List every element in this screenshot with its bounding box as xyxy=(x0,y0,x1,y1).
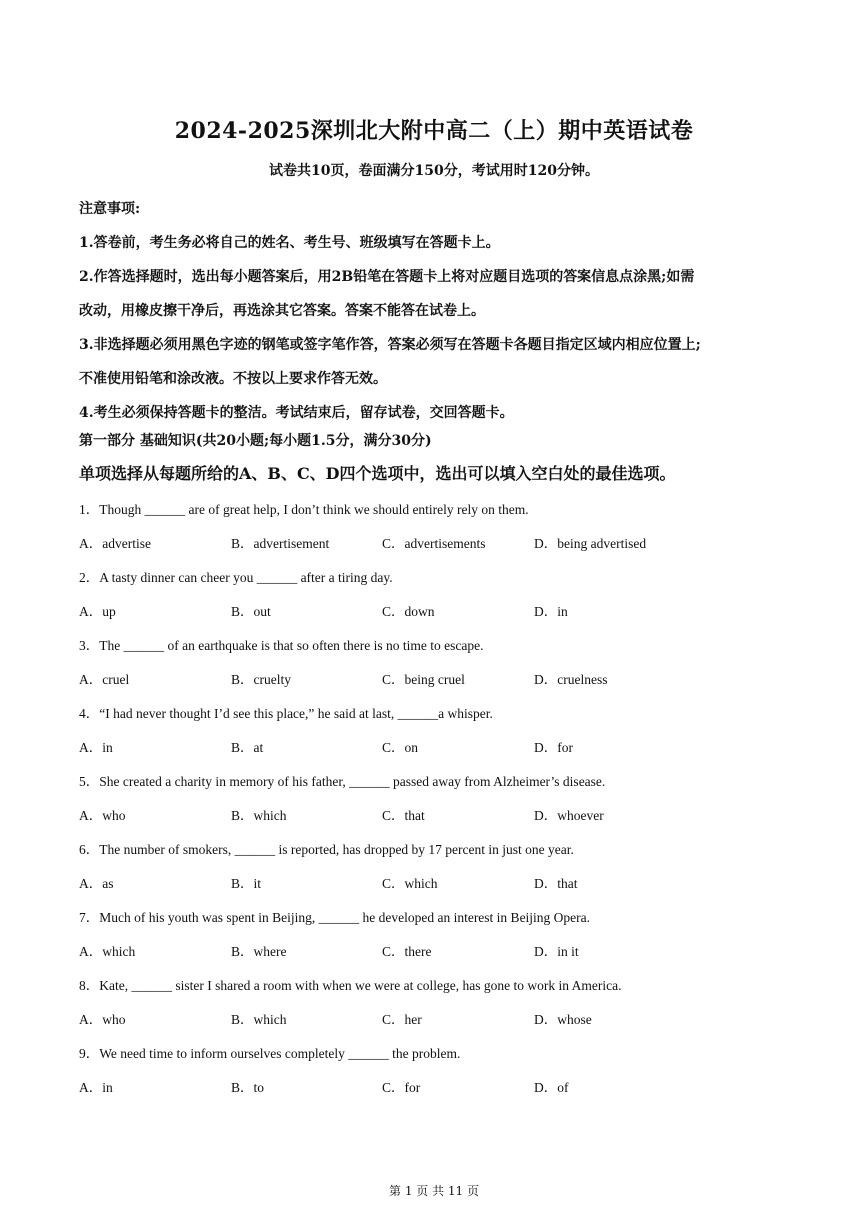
question-stem: 1．Though ______ are of great help, I don’t think we should entirely rely on them. xyxy=(79,502,529,517)
question-options xyxy=(79,800,799,834)
option-b: B．at xyxy=(231,740,264,755)
option-c: C．her xyxy=(382,1012,422,1027)
option-b: B．to xyxy=(231,1080,265,1095)
option-a: A．in xyxy=(79,740,113,755)
question xyxy=(79,766,799,834)
option-a: A．cruel xyxy=(79,672,130,687)
question-options xyxy=(79,528,799,562)
question-stem: 4．“I had never thought I’d see this place,” he said at last, ______a whisper. xyxy=(79,706,493,721)
option-b: B．where xyxy=(231,944,287,959)
question xyxy=(79,494,799,562)
question-stem: 2．A tasty dinner can cheer you ______ after a tiring day. xyxy=(79,570,393,585)
page-subtitle: 试卷共10页，卷面满分150分，考试用时120分钟。 xyxy=(269,163,599,179)
option-c: C．that xyxy=(382,808,425,823)
question xyxy=(79,630,799,698)
section-heading: 第一部分 基础知识(共20小题;每小题1.5分，满分30分) xyxy=(79,433,432,449)
option-b: B．out xyxy=(231,604,271,619)
option-d: D．cruelness xyxy=(534,672,608,687)
note-item: 3.非选择题必须用黑色字迹的钢笔或签字笔作答，答案必须写在答题卡各题目指定区域内相应位置上; xyxy=(79,337,701,353)
question xyxy=(79,834,799,902)
option-c: C．being cruel xyxy=(382,672,465,687)
note-item: 4.考生必须保持答题卡的整洁。考试结束后，留存试卷，交回答题卡。 xyxy=(79,405,514,421)
notes-heading: 注意事项: xyxy=(79,201,141,217)
note-item: 2.作答选择题时，选出每小题答案后，用2B铅笔在答题卡上将对应题目选项的答案信息点涂黑;如需 xyxy=(79,269,695,285)
option-d: D．that xyxy=(534,876,578,891)
question-options xyxy=(79,868,799,902)
question-options xyxy=(79,732,799,766)
page-number: 第 1 页 共 11 页 xyxy=(389,1184,479,1198)
option-b: B．which xyxy=(231,1012,287,1027)
note-item: 1.答卷前，考生务必将自己的姓名、考生号、班级填写在答题卡上。 xyxy=(79,235,500,251)
option-d: D．for xyxy=(534,740,573,755)
option-c: C．down xyxy=(382,604,435,619)
option-c: C．advertisements xyxy=(382,536,486,551)
question-options xyxy=(79,936,799,970)
question-options xyxy=(79,1004,799,1038)
question-list xyxy=(79,494,799,1106)
question-options xyxy=(79,1072,799,1106)
section-instruction: 单项选择从每题所给的A、B、C、D四个选项中，选出可以填入空白处的最佳选项。 xyxy=(79,464,676,483)
page-title: 2024-2025深圳北大附中高二（上）期中英语试卷 xyxy=(174,118,694,144)
note-item: 改动，用橡皮擦干净后，再选涂其它答案。答案不能答在试卷上。 xyxy=(79,303,485,319)
question xyxy=(79,698,799,766)
question-stem: 3．The ______ of an earthquake is that so often there is no time to escape. xyxy=(79,638,484,653)
option-a: A．up xyxy=(79,604,116,619)
question xyxy=(79,1038,799,1106)
option-b: B．which xyxy=(231,808,287,823)
question xyxy=(79,562,799,630)
option-a: A．advertise xyxy=(79,536,151,551)
option-d: D．in xyxy=(534,604,568,619)
option-c: C．there xyxy=(382,944,432,959)
option-b: B．advertisement xyxy=(231,536,330,551)
question xyxy=(79,970,799,1038)
question-stem: 7．Much of his youth was spent in Beijing, ______ he developed an interest in Beijing Opera. xyxy=(79,910,591,925)
option-b: B．it xyxy=(231,876,262,891)
question-stem: 5．She created a charity in memory of his father, ______ passed away from Alzheimer’s disease. xyxy=(79,774,606,789)
option-c: C．on xyxy=(382,740,419,755)
option-d: D．whose xyxy=(534,1012,592,1027)
question-options xyxy=(79,596,799,630)
notes-section xyxy=(79,192,799,430)
option-a: A．which xyxy=(79,944,136,959)
question-options xyxy=(79,664,799,698)
option-d: D．of xyxy=(534,1080,569,1095)
option-d: D．being advertised xyxy=(534,536,647,551)
option-d: D．in it xyxy=(534,944,579,959)
option-a: A．who xyxy=(79,1012,126,1027)
option-c: C．which xyxy=(382,876,438,891)
question-stem: 6．The number of smokers, ______ is reported, has dropped by 17 percent in just one year. xyxy=(79,842,574,857)
option-d: D．whoever xyxy=(534,808,604,823)
note-item: 不准使用铅笔和涂改液。不按以上要求作答无效。 xyxy=(79,371,387,387)
question xyxy=(79,902,799,970)
option-b: B．cruelty xyxy=(231,672,291,687)
option-a: A．as xyxy=(79,876,114,891)
option-a: A．who xyxy=(79,808,126,823)
option-a: A．in xyxy=(79,1080,113,1095)
option-c: C．for xyxy=(382,1080,421,1095)
question-stem: 9．We need time to inform ourselves completely ______ the problem. xyxy=(79,1046,461,1061)
question-stem: 8．Kate, ______ sister I shared a room with when we were at college, has gone to work in America. xyxy=(79,978,622,993)
